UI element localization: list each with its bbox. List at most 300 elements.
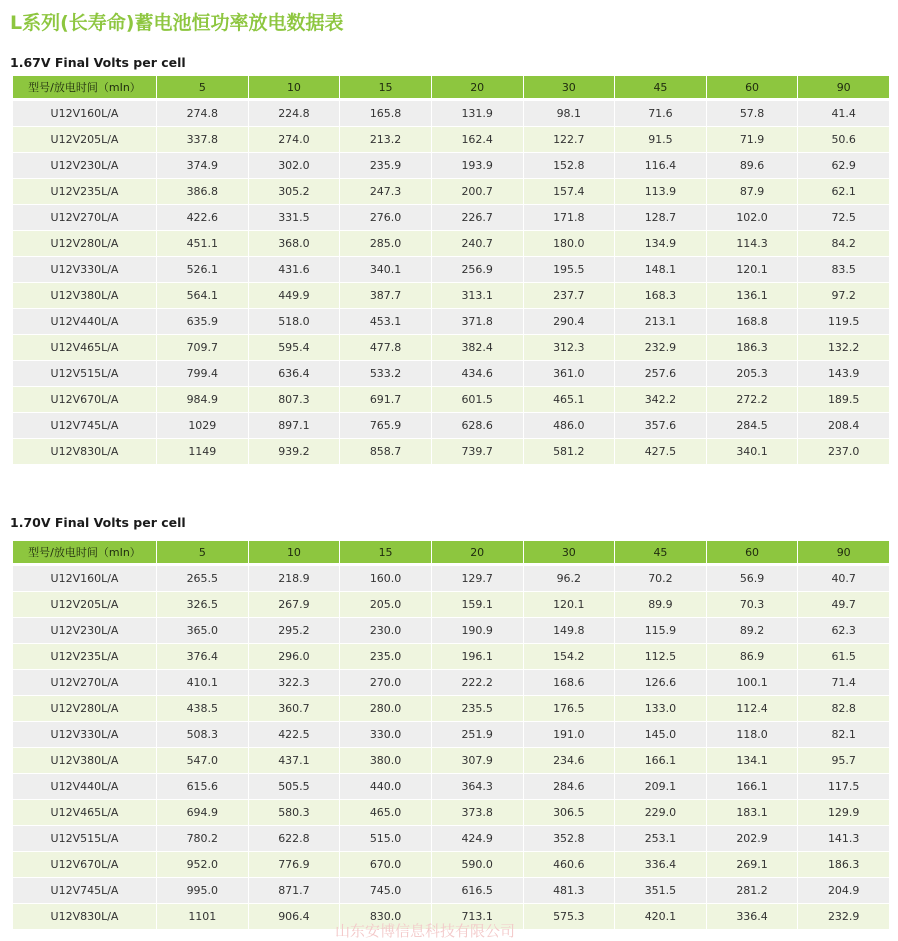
power-value-cell: 331.5: [249, 205, 340, 231]
power-value-cell: 171.8: [524, 205, 615, 231]
power-value-cell: 191.0: [524, 722, 615, 748]
power-value-cell: 96.2: [524, 566, 615, 592]
power-value-cell: 232.9: [798, 904, 889, 930]
model-cell: U12V745L/A: [13, 413, 156, 439]
power-value-cell: 149.8: [524, 618, 615, 644]
header-time: 10: [249, 541, 340, 566]
power-value-cell: 213.1: [615, 309, 706, 335]
power-value-cell: 361.0: [524, 361, 615, 387]
power-value-cell: 508.3: [157, 722, 248, 748]
model-cell: U12V280L/A: [13, 696, 156, 722]
power-value-cell: 128.7: [615, 205, 706, 231]
power-value-cell: 939.2: [249, 439, 340, 465]
power-value-cell: 102.0: [707, 205, 798, 231]
power-value-cell: 342.2: [615, 387, 706, 413]
header-time: 90: [798, 541, 889, 566]
table-row: [13, 153, 889, 179]
power-value-cell: 89.6: [707, 153, 798, 179]
table-row: [13, 696, 889, 722]
power-value-cell: 1149: [157, 439, 248, 465]
power-value-cell: 159.1: [432, 592, 523, 618]
model-cell: U12V270L/A: [13, 670, 156, 696]
header-model-time: 型号/放电时间（mIn）: [13, 541, 156, 566]
power-value-cell: 765.9: [340, 413, 431, 439]
power-value-cell: 247.3: [340, 179, 431, 205]
power-value-cell: 295.2: [249, 618, 340, 644]
model-cell: U12V160L/A: [13, 566, 156, 592]
power-value-cell: 799.4: [157, 361, 248, 387]
header-time: 45: [615, 541, 706, 566]
power-value-cell: 257.6: [615, 361, 706, 387]
power-value-cell: 615.6: [157, 774, 248, 800]
model-cell: U12V380L/A: [13, 283, 156, 309]
power-value-cell: 136.1: [707, 283, 798, 309]
power-value-cell: 253.1: [615, 826, 706, 852]
power-value-cell: 70.3: [707, 592, 798, 618]
table-row: [13, 748, 889, 774]
power-value-cell: 189.5: [798, 387, 889, 413]
power-value-cell: 628.6: [432, 413, 523, 439]
header-time: 20: [432, 76, 523, 101]
power-value-cell: 382.4: [432, 335, 523, 361]
header-time: 5: [157, 541, 248, 566]
model-cell: U12V230L/A: [13, 153, 156, 179]
power-value-cell: 952.0: [157, 852, 248, 878]
power-value-cell: 226.7: [432, 205, 523, 231]
power-value-cell: 351.5: [615, 878, 706, 904]
power-value-cell: 360.7: [249, 696, 340, 722]
power-value-cell: 306.5: [524, 800, 615, 826]
power-value-cell: 40.7: [798, 566, 889, 592]
power-value-cell: 434.6: [432, 361, 523, 387]
power-value-cell: 451.1: [157, 231, 248, 257]
header-time: 60: [707, 76, 798, 101]
power-value-cell: 120.1: [707, 257, 798, 283]
power-value-cell: 129.9: [798, 800, 889, 826]
power-value-cell: 274.0: [249, 127, 340, 153]
power-value-cell: 70.2: [615, 566, 706, 592]
table-row: [13, 127, 889, 153]
power-value-cell: 427.5: [615, 439, 706, 465]
power-value-cell: 82.8: [798, 696, 889, 722]
power-value-cell: 117.5: [798, 774, 889, 800]
power-value-cell: 83.5: [798, 257, 889, 283]
power-value-cell: 213.2: [340, 127, 431, 153]
power-value-cell: 590.0: [432, 852, 523, 878]
power-value-cell: 481.3: [524, 878, 615, 904]
table-row: [13, 257, 889, 283]
table-row: [13, 309, 889, 335]
power-value-cell: 290.4: [524, 309, 615, 335]
header-time: 5: [157, 76, 248, 101]
model-cell: U12V280L/A: [13, 231, 156, 257]
power-value-cell: 112.4: [707, 696, 798, 722]
power-value-cell: 858.7: [340, 439, 431, 465]
power-value-cell: 739.7: [432, 439, 523, 465]
power-value-cell: 193.9: [432, 153, 523, 179]
power-value-cell: 547.0: [157, 748, 248, 774]
power-value-cell: 364.3: [432, 774, 523, 800]
header-time: 30: [524, 541, 615, 566]
power-value-cell: 49.7: [798, 592, 889, 618]
power-value-cell: 453.1: [340, 309, 431, 335]
power-value-cell: 162.4: [432, 127, 523, 153]
power-value-cell: 240.7: [432, 231, 523, 257]
power-value-cell: 336.4: [615, 852, 706, 878]
power-value-cell: 230.0: [340, 618, 431, 644]
table-row: [13, 644, 889, 670]
power-value-cell: 143.9: [798, 361, 889, 387]
table-row: [13, 179, 889, 205]
power-value-cell: 431.6: [249, 257, 340, 283]
power-value-cell: 437.1: [249, 748, 340, 774]
power-value-cell: 274.8: [157, 101, 248, 127]
power-value-cell: 340.1: [707, 439, 798, 465]
power-value-cell: 218.9: [249, 566, 340, 592]
power-value-cell: 270.0: [340, 670, 431, 696]
table-row: [13, 283, 889, 309]
power-value-cell: 129.7: [432, 566, 523, 592]
table-header-row: [13, 76, 889, 101]
power-value-cell: 477.8: [340, 335, 431, 361]
power-value-cell: 89.2: [707, 618, 798, 644]
table-row: [13, 413, 889, 439]
header-time: 20: [432, 541, 523, 566]
power-value-cell: 635.9: [157, 309, 248, 335]
power-value-cell: 1029: [157, 413, 248, 439]
power-value-cell: 86.9: [707, 644, 798, 670]
table-row: [13, 670, 889, 696]
power-value-cell: 41.4: [798, 101, 889, 127]
table-row: [13, 231, 889, 257]
header-model-time: 型号/放电时间（mIn）: [13, 76, 156, 101]
table-row: [13, 387, 889, 413]
power-value-cell: 267.9: [249, 592, 340, 618]
power-value-cell: 465.0: [340, 800, 431, 826]
model-cell: U12V670L/A: [13, 852, 156, 878]
power-value-cell: 160.0: [340, 566, 431, 592]
power-value-cell: 368.0: [249, 231, 340, 257]
model-cell: U12V515L/A: [13, 826, 156, 852]
power-value-cell: 131.9: [432, 101, 523, 127]
discharge-table-2: [12, 541, 890, 930]
table-row: [13, 826, 889, 852]
power-value-cell: 313.1: [432, 283, 523, 309]
power-value-cell: 518.0: [249, 309, 340, 335]
power-value-cell: 202.9: [707, 826, 798, 852]
power-value-cell: 365.0: [157, 618, 248, 644]
power-value-cell: 132.2: [798, 335, 889, 361]
header-time: 60: [707, 541, 798, 566]
discharge-table-1: [12, 76, 890, 465]
power-value-cell: 134.1: [707, 748, 798, 774]
power-value-cell: 995.0: [157, 878, 248, 904]
power-value-cell: 200.7: [432, 179, 523, 205]
table-row: [13, 852, 889, 878]
power-value-cell: 380.0: [340, 748, 431, 774]
power-value-cell: 322.3: [249, 670, 340, 696]
table-row: [13, 800, 889, 826]
power-value-cell: 410.1: [157, 670, 248, 696]
power-value-cell: 373.8: [432, 800, 523, 826]
power-value-cell: 564.1: [157, 283, 248, 309]
power-value-cell: 533.2: [340, 361, 431, 387]
model-cell: U12V270L/A: [13, 205, 156, 231]
power-value-cell: 190.9: [432, 618, 523, 644]
power-value-cell: 376.4: [157, 644, 248, 670]
table-row: [13, 205, 889, 231]
power-value-cell: 157.4: [524, 179, 615, 205]
power-value-cell: 256.9: [432, 257, 523, 283]
model-cell: U12V745L/A: [13, 878, 156, 904]
power-value-cell: 148.1: [615, 257, 706, 283]
power-value-cell: 374.9: [157, 153, 248, 179]
power-value-cell: 830.0: [340, 904, 431, 930]
model-cell: U12V205L/A: [13, 592, 156, 618]
power-value-cell: 670.0: [340, 852, 431, 878]
power-value-cell: 526.1: [157, 257, 248, 283]
power-value-cell: 906.4: [249, 904, 340, 930]
table-header-row: [13, 541, 889, 566]
table-row: [13, 361, 889, 387]
table-row: [13, 439, 889, 465]
table-row: [13, 592, 889, 618]
power-value-cell: 305.2: [249, 179, 340, 205]
power-value-cell: 195.5: [524, 257, 615, 283]
power-value-cell: 84.2: [798, 231, 889, 257]
power-value-cell: 340.1: [340, 257, 431, 283]
power-value-cell: 505.5: [249, 774, 340, 800]
table-row: [13, 618, 889, 644]
model-cell: U12V440L/A: [13, 309, 156, 335]
power-value-cell: 601.5: [432, 387, 523, 413]
power-value-cell: 224.8: [249, 101, 340, 127]
power-value-cell: 280.0: [340, 696, 431, 722]
table-row: [13, 335, 889, 361]
power-value-cell: 336.4: [707, 904, 798, 930]
section-title-1: 1.67V Final Volts per cell: [10, 55, 186, 70]
power-value-cell: 98.1: [524, 101, 615, 127]
power-value-cell: 251.9: [432, 722, 523, 748]
section-title-2: 1.70V Final Volts per cell: [10, 515, 186, 530]
power-value-cell: 465.1: [524, 387, 615, 413]
power-value-cell: 272.2: [707, 387, 798, 413]
power-value-cell: 72.5: [798, 205, 889, 231]
power-value-cell: 166.1: [707, 774, 798, 800]
power-value-cell: 386.8: [157, 179, 248, 205]
power-value-cell: 180.0: [524, 231, 615, 257]
power-value-cell: 141.3: [798, 826, 889, 852]
power-value-cell: 208.4: [798, 413, 889, 439]
power-value-cell: 780.2: [157, 826, 248, 852]
power-value-cell: 285.0: [340, 231, 431, 257]
page-title: L系列(长寿命)蓄电池恒功率放电数据表: [10, 12, 344, 34]
power-value-cell: 575.3: [524, 904, 615, 930]
power-value-cell: 237.0: [798, 439, 889, 465]
power-value-cell: 152.8: [524, 153, 615, 179]
power-value-cell: 580.3: [249, 800, 340, 826]
power-value-cell: 205.0: [340, 592, 431, 618]
power-value-cell: 50.6: [798, 127, 889, 153]
power-value-cell: 420.1: [615, 904, 706, 930]
model-cell: U12V205L/A: [13, 127, 156, 153]
power-value-cell: 71.4: [798, 670, 889, 696]
power-value-cell: 222.2: [432, 670, 523, 696]
power-value-cell: 296.0: [249, 644, 340, 670]
table-row: [13, 101, 889, 127]
power-value-cell: 112.5: [615, 644, 706, 670]
power-value-cell: 691.7: [340, 387, 431, 413]
power-value-cell: 387.7: [340, 283, 431, 309]
power-value-cell: 232.9: [615, 335, 706, 361]
power-value-cell: 87.9: [707, 179, 798, 205]
header-time: 45: [615, 76, 706, 101]
power-value-cell: 636.4: [249, 361, 340, 387]
power-value-cell: 237.7: [524, 283, 615, 309]
power-value-cell: 284.6: [524, 774, 615, 800]
header-time: 90: [798, 76, 889, 101]
model-cell: U12V515L/A: [13, 361, 156, 387]
power-value-cell: 284.5: [707, 413, 798, 439]
power-value-cell: 515.0: [340, 826, 431, 852]
power-value-cell: 183.1: [707, 800, 798, 826]
power-value-cell: 100.1: [707, 670, 798, 696]
power-value-cell: 71.6: [615, 101, 706, 127]
power-value-cell: 118.0: [707, 722, 798, 748]
power-value-cell: 57.8: [707, 101, 798, 127]
model-cell: U12V670L/A: [13, 387, 156, 413]
model-cell: U12V330L/A: [13, 257, 156, 283]
table-row: [13, 774, 889, 800]
power-value-cell: 186.3: [707, 335, 798, 361]
power-value-cell: 440.0: [340, 774, 431, 800]
model-cell: U12V440L/A: [13, 774, 156, 800]
power-value-cell: 145.0: [615, 722, 706, 748]
power-value-cell: 133.0: [615, 696, 706, 722]
power-value-cell: 438.5: [157, 696, 248, 722]
header-time: 15: [340, 76, 431, 101]
power-value-cell: 196.1: [432, 644, 523, 670]
power-value-cell: 71.9: [707, 127, 798, 153]
power-value-cell: 897.1: [249, 413, 340, 439]
power-value-cell: 186.3: [798, 852, 889, 878]
power-value-cell: 235.5: [432, 696, 523, 722]
table-row: [13, 566, 889, 592]
power-value-cell: 89.9: [615, 592, 706, 618]
power-value-cell: 82.1: [798, 722, 889, 748]
model-cell: U12V230L/A: [13, 618, 156, 644]
header-time: 15: [340, 541, 431, 566]
power-value-cell: 113.9: [615, 179, 706, 205]
power-value-cell: 229.0: [615, 800, 706, 826]
model-cell: U12V235L/A: [13, 644, 156, 670]
power-value-cell: 120.1: [524, 592, 615, 618]
power-value-cell: 166.1: [615, 748, 706, 774]
power-value-cell: 176.5: [524, 696, 615, 722]
watermark: 山东安博信息科技有限公司: [335, 922, 516, 940]
model-cell: U12V465L/A: [13, 335, 156, 361]
power-value-cell: 205.3: [707, 361, 798, 387]
power-value-cell: 302.0: [249, 153, 340, 179]
header-time: 10: [249, 76, 340, 101]
header-time: 30: [524, 76, 615, 101]
power-value-cell: 424.9: [432, 826, 523, 852]
model-cell: U12V830L/A: [13, 904, 156, 930]
model-cell: U12V160L/A: [13, 101, 156, 127]
power-value-cell: 116.4: [615, 153, 706, 179]
table-row: [13, 722, 889, 748]
power-value-cell: 709.7: [157, 335, 248, 361]
model-cell: U12V330L/A: [13, 722, 156, 748]
power-value-cell: 265.5: [157, 566, 248, 592]
power-value-cell: 1101: [157, 904, 248, 930]
power-value-cell: 622.8: [249, 826, 340, 852]
power-value-cell: 126.6: [615, 670, 706, 696]
power-value-cell: 371.8: [432, 309, 523, 335]
power-value-cell: 422.6: [157, 205, 248, 231]
power-value-cell: 581.2: [524, 439, 615, 465]
power-value-cell: 326.5: [157, 592, 248, 618]
power-value-cell: 234.6: [524, 748, 615, 774]
power-value-cell: 713.1: [432, 904, 523, 930]
power-value-cell: 276.0: [340, 205, 431, 231]
power-value-cell: 312.3: [524, 335, 615, 361]
power-value-cell: 330.0: [340, 722, 431, 748]
power-value-cell: 745.0: [340, 878, 431, 904]
table-row: [13, 878, 889, 904]
power-value-cell: 807.3: [249, 387, 340, 413]
power-value-cell: 95.7: [798, 748, 889, 774]
power-value-cell: 209.1: [615, 774, 706, 800]
power-value-cell: 352.8: [524, 826, 615, 852]
power-value-cell: 168.6: [524, 670, 615, 696]
power-value-cell: 134.9: [615, 231, 706, 257]
power-value-cell: 595.4: [249, 335, 340, 361]
power-value-cell: 269.1: [707, 852, 798, 878]
power-value-cell: 337.8: [157, 127, 248, 153]
model-cell: U12V465L/A: [13, 800, 156, 826]
power-value-cell: 984.9: [157, 387, 248, 413]
power-value-cell: 61.5: [798, 644, 889, 670]
power-value-cell: 168.8: [707, 309, 798, 335]
power-value-cell: 62.3: [798, 618, 889, 644]
power-value-cell: 307.9: [432, 748, 523, 774]
model-cell: U12V235L/A: [13, 179, 156, 205]
power-value-cell: 460.6: [524, 852, 615, 878]
power-value-cell: 204.9: [798, 878, 889, 904]
power-value-cell: 776.9: [249, 852, 340, 878]
power-value-cell: 235.9: [340, 153, 431, 179]
power-value-cell: 694.9: [157, 800, 248, 826]
power-value-cell: 91.5: [615, 127, 706, 153]
power-value-cell: 235.0: [340, 644, 431, 670]
power-value-cell: 449.9: [249, 283, 340, 309]
power-value-cell: 165.8: [340, 101, 431, 127]
power-value-cell: 422.5: [249, 722, 340, 748]
power-value-cell: 62.9: [798, 153, 889, 179]
power-value-cell: 357.6: [615, 413, 706, 439]
power-value-cell: 616.5: [432, 878, 523, 904]
power-value-cell: 115.9: [615, 618, 706, 644]
power-value-cell: 281.2: [707, 878, 798, 904]
power-value-cell: 122.7: [524, 127, 615, 153]
power-value-cell: 62.1: [798, 179, 889, 205]
power-value-cell: 56.9: [707, 566, 798, 592]
model-cell: U12V380L/A: [13, 748, 156, 774]
power-value-cell: 114.3: [707, 231, 798, 257]
power-value-cell: 97.2: [798, 283, 889, 309]
power-value-cell: 119.5: [798, 309, 889, 335]
